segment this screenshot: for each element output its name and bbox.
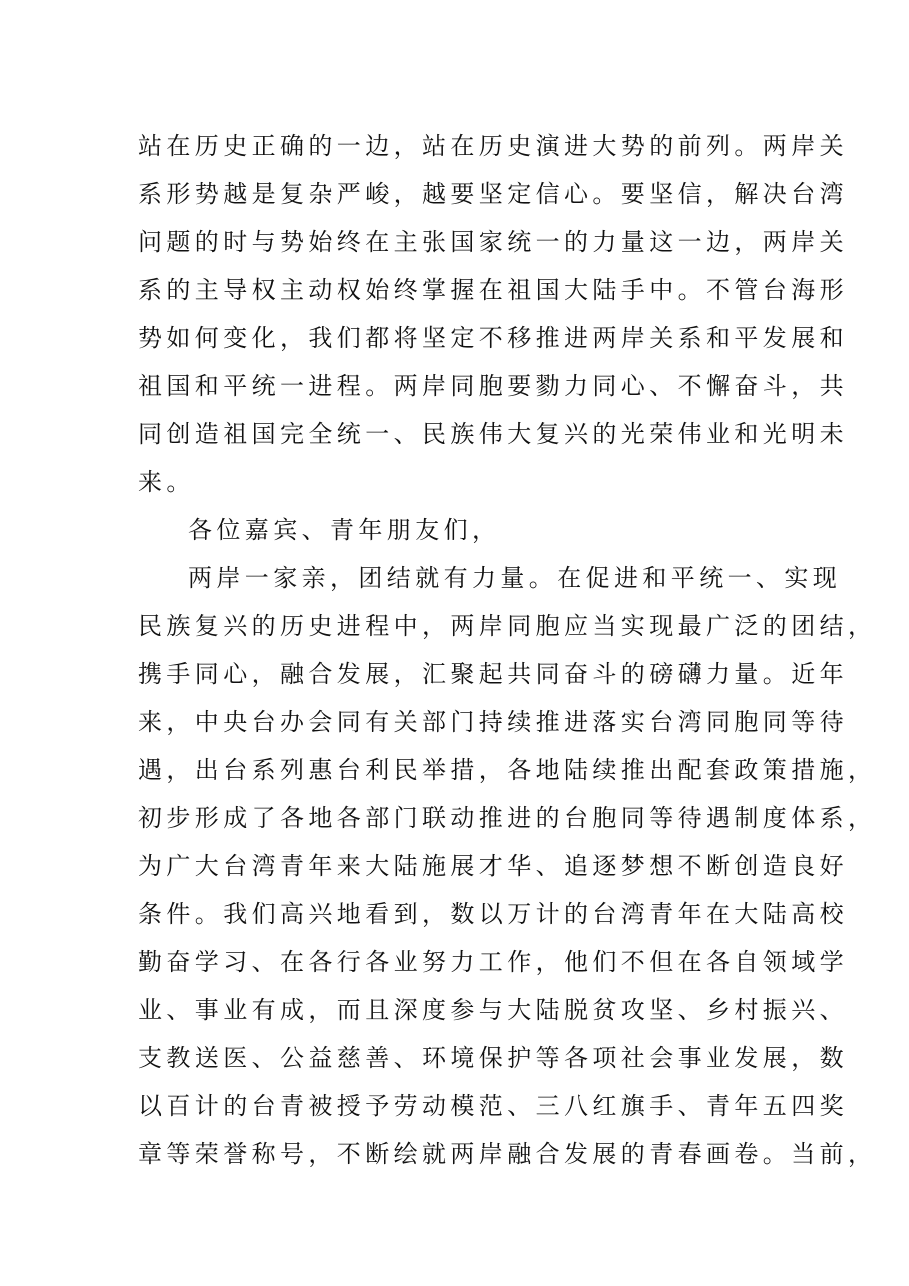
text-line: 携手同心，融合发展，汇聚起共同奋斗的磅礴力量。近年: [138, 660, 848, 688]
text-line: 条件。我们高兴地看到，数以万计的台湾青年在大陆高校: [138, 900, 848, 928]
text-line: 业、事业有成，而且深度参与大陆脱贫攻坚、乡村振兴、: [138, 996, 848, 1024]
text-line: 祖国和平统一进程。两岸同胞要勠力同心、不懈奋斗，共: [138, 372, 848, 400]
text-line: 来。: [138, 468, 195, 496]
paragraph-2: [138, 554, 877, 1178]
text-line: 支教送医、公益慈善、环境保护等各项社会事业发展，数: [138, 1044, 848, 1072]
text-line: 站在历史正确的一边，站在历史演进大势的前列。两岸关: [138, 132, 848, 160]
text-line: 来，中央台办会同有关部门持续推进落实台湾同胞同等待: [138, 708, 848, 736]
text-line: 势如何变化，我们都将坚定不移推进两岸关系和平发展和: [138, 324, 848, 352]
text-line: 勤奋学习、在各行各业努力工作，他们不但在各自领域学: [138, 948, 848, 976]
salutation: 各位嘉宾、青年朋友们，: [188, 516, 501, 544]
document-body: [138, 122, 877, 1178]
text-line: 章等荣誉称号，不断绘就两岸融合发展的青春画卷。当前，: [138, 1140, 877, 1168]
text-line: 系的主导权主动权始终掌握在祖国大陆手中。不管台海形: [138, 276, 848, 304]
text-line: 民族复兴的历史进程中，两岸同胞应当实现最广泛的团结，: [138, 612, 877, 640]
text-line: 系形势越是复杂严峻，越要坚定信心。要坚信，解决台湾: [138, 180, 848, 208]
text-line: 初步形成了各地各部门联动推进的台胞同等待遇制度体系，: [138, 804, 877, 832]
text-line: 遇，出台系列惠台利民举措，各地陆续推出配套政策措施，: [138, 756, 877, 784]
paragraph-1: [138, 122, 848, 506]
text-line: 问题的时与势始终在主张国家统一的力量这一边，两岸关: [138, 228, 848, 256]
text-line: 两岸一家亲，团结就有力量。在促进和平统一、实现: [188, 564, 842, 592]
text-line: 以百计的台青被授予劳动模范、三八红旗手、青年五四奖: [138, 1092, 848, 1120]
text-line: 同创造祖国完全统一、民族伟大复兴的光荣伟业和光明未: [138, 420, 848, 448]
text-line: 为广大台湾青年来大陆施展才华、追逐梦想不断创造良好: [138, 852, 848, 880]
